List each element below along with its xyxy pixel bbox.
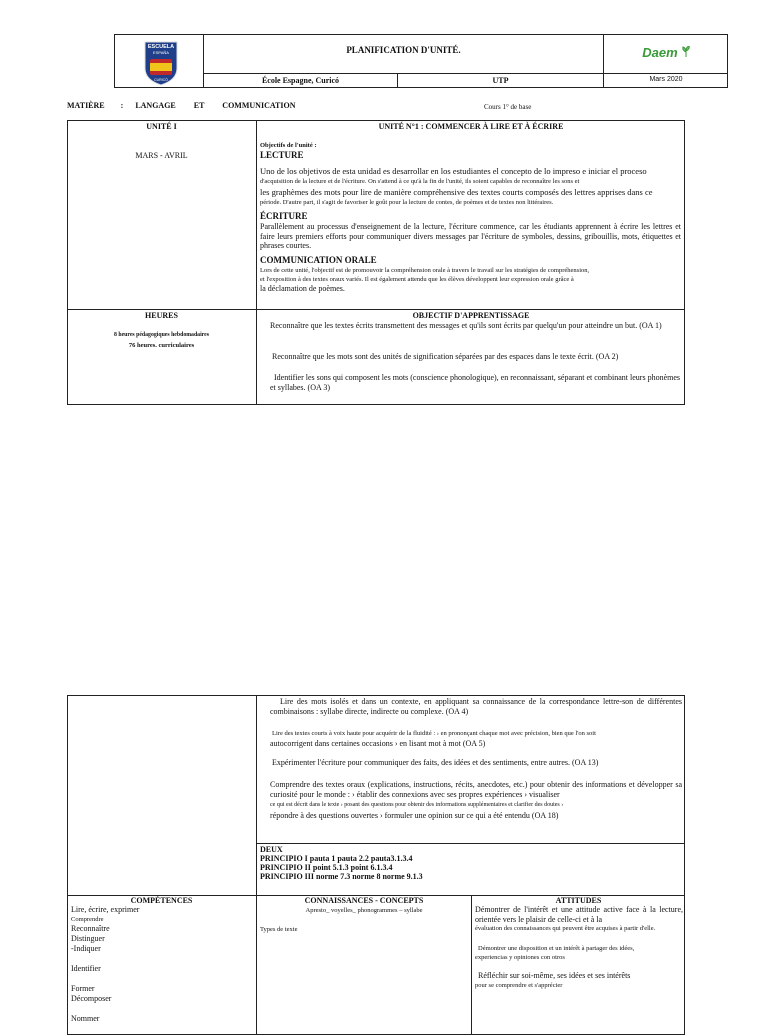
attitude-3: Réfléchir sur soi-même, ses idées et ses intérêts — [478, 971, 631, 980]
principio-3: PRINCIPIO III norme 7.3 norme 8 norme 9.1.3 — [260, 872, 423, 881]
lecture-title: LECTURE — [260, 150, 304, 160]
deux-label: DEUX — [260, 845, 283, 854]
header-divider-row — [203, 73, 728, 74]
langage-label: LANGAGE — [135, 101, 176, 110]
competence-item: Lire, écrire, exprimer — [71, 905, 140, 914]
objectives-label: Objectifs de l'unité : — [260, 142, 317, 149]
competence-item: Comprendre — [71, 916, 104, 923]
school-logo — [143, 40, 179, 86]
daem-brand: Daem — [642, 45, 678, 60]
attitude-1: Démontrer de l'intérêt et une attitude active face à la lecture, orientée vers le plaisir de celle-ci et à la — [475, 905, 683, 924]
ecriture-text: Parallèlement au processus d'enseignement de la lecture, l'écriture commence, car les étudiants apprennent à écrire les lettres et faire leurs premiers efforts pour communiquer divers messages par l'écriture de symboles, dessins, gribouillis, mots, étiquettes et phrases courtes. — [260, 222, 681, 250]
hours-total: 76 heures. curriculaires — [128, 342, 195, 349]
principio-2: PRINCIPIO II point 5.1.3 point 6.1.3.4 — [260, 863, 393, 872]
comm-title: COMMUNICATION ORALE — [260, 254, 377, 265]
oa2-text: Reconnaître que les mots sont des unités de signification séparées par des espaces dans le texte écrit. (OA 2) — [272, 352, 619, 361]
leaf-icon — [682, 46, 690, 58]
deux-block — [260, 845, 680, 881]
attitude-3-small: pour se comprendre et s'apprécier — [475, 982, 563, 989]
hours-heading: HEURES — [145, 311, 178, 320]
competence-item: Distinguer — [71, 934, 105, 943]
et-label: ET — [193, 101, 205, 110]
hours-weekly: 8 heures pédagogiques hebdomadaires — [114, 332, 209, 338]
oa13-text: Expérimenter l'écriture pour communiquer des faits, des idées et des sentiments, entre autres. (OA 13) — [272, 758, 599, 767]
lecture-text-3: les graphèmes des mots pour lire de manière compréhensive des textes courts composés des lettres apprises dans ce — [260, 187, 653, 197]
unit-right-heading: UNITÉ N°1 : COMMENCER À LIRE ET À ÉCRIRE — [378, 122, 564, 131]
principio-1: PRINCIPIO I pauta 1 pauta 2.2 pauta3.1.3.4 — [260, 854, 413, 863]
unit-months: MARS - AVRIL — [135, 151, 188, 160]
attitudes-content — [475, 905, 683, 990]
competence-item: -Indiquer — [71, 944, 101, 953]
logo-text-3: CURICÓ — [154, 78, 168, 82]
deux-top-line — [256, 843, 685, 844]
attitude-2-small: Démontrer une disposition et un intérêt à partager des idées, — [478, 945, 635, 952]
oa18-small: ce qui est décrit dans le texte › posant des questions pour obtenir des informations supplémentaires et clarifier des doutes › — [270, 802, 564, 808]
oa3-text: Identifier les sons qui composent les mots (conscience phonologique), en reconnaissant, séparant et combinant leurs phonèmes et syllabes. (OA 3) — [270, 373, 680, 392]
unit-left-heading: UNITÉ I — [146, 122, 177, 131]
comm-text-3: la déclamation de poèmes. — [260, 283, 345, 293]
ecriture-title: ÉCRITURE — [260, 211, 308, 221]
competence-item: Former — [71, 984, 95, 993]
oa4-text: Lire des mots isolés et dans un contexte, en appliquant sa connaissance de la correspondance lettre-son de différentes combinaisons : syllabe directe, indirecte ou complexe. (OA 4) — [270, 697, 682, 716]
oa5-text: autocorrigent dans certaines occasions › en lisant mot à mot (OA 5) — [270, 739, 486, 748]
lecture-text-4: période. D'autre part, il s'agit de favoriser le goût pour la lecture de contes, de poèmes et de textes non littéraires. — [260, 199, 554, 206]
attitude-1-small: évaluation des connaissances qui peuvent être acquises à partir d'elle. — [475, 925, 656, 932]
matiere-label: MATIÈRE — [67, 101, 105, 110]
oa18-text: Comprendre des textes oraux (explications, instructions, récits, anecdotes, etc.) pour obtenir des informations et développer sa curiosité pour le monde : › établir des connexions avec ses propres expériences › visualiser — [270, 780, 682, 799]
oa5-small: Lire des textes courts à voix haute pour acquérir de la fluidité : › en prononçant chaque mot avec précision, bien que l'on soit — [272, 730, 596, 737]
connaissances-heading: CONNAISSANCES - CONCEPTS — [304, 896, 424, 905]
communication-label: COMMUNICATION — [222, 101, 296, 110]
utp-label: UTP — [492, 76, 509, 85]
competences-heading: COMPÉTENCES — [130, 896, 193, 905]
attitudes-heading: ATTITUDES — [555, 896, 602, 905]
unit-table-divider — [256, 120, 257, 405]
competence-item: Nommer — [71, 1014, 100, 1023]
competence-item: Décomposer — [71, 994, 112, 1003]
lecture-text-1: Uno de los objetivos de esta unidad es desarrollar en los estudiantes el concepto de lo impreso e iniciar el proceso — [260, 166, 647, 176]
continuation-divider — [256, 695, 257, 895]
objective-heading: OBJECTIF D'APPRENTISSAGE — [412, 311, 530, 320]
competence-item: Identifier — [71, 964, 101, 973]
connaissances-line-2: Types de texte — [260, 926, 298, 933]
competences-divider-1 — [256, 895, 257, 1035]
competence-item: Reconnaître — [71, 924, 110, 933]
page-title: PLANIFICATION D'UNITÉ. — [346, 45, 461, 55]
competences-list — [71, 905, 251, 1024]
unit-table-row — [67, 309, 685, 310]
unit-content — [260, 141, 681, 294]
logo-text-2: ESPAÑA — [153, 50, 169, 55]
course-label: Cours 1° de base — [484, 103, 532, 111]
logo-text-1: ESCUELA — [147, 44, 175, 50]
comm-text-2: et l'exposition à des textes oraux variés. Il est également attendu que les élèves développent leur expression orale grâce à — [260, 275, 574, 283]
lecture-text-2: d'acquisition de la lecture et de l'écriture. On s'attend à ce qu'à la fin de l'unité, ils soient capables de reconnaître les sons et — [260, 178, 580, 185]
competences-divider-2 — [471, 895, 472, 1035]
subject-label — [67, 101, 367, 111]
oa18-text-2: répondre à des questions ouvertes › formuler une opinion sur ce qui a été entendu (OA 18) — [270, 811, 559, 820]
oa1-text: Reconnaître que les textes écrits transmettent des messages et qu'ils sont écrits par quelqu'un pour atteindre un but. (OA 1) — [270, 321, 662, 330]
comm-text-1: Lors de cette unité, l'objectif est de promouvoir la compréhension orale à travers le travail sur les stratégies de compréhension, — [260, 266, 590, 274]
attitude-2-tail: experiencias y opiniones con otros — [475, 954, 565, 961]
school-name: École Espagne, Curicó — [261, 76, 340, 85]
connaissances-line-1: Apresto_ voyelles_ phonogrammes – syllabe — [305, 907, 423, 914]
daem-logo — [604, 44, 728, 68]
colon: : — [120, 101, 124, 110]
date-label: Mars 2020 — [649, 76, 683, 83]
